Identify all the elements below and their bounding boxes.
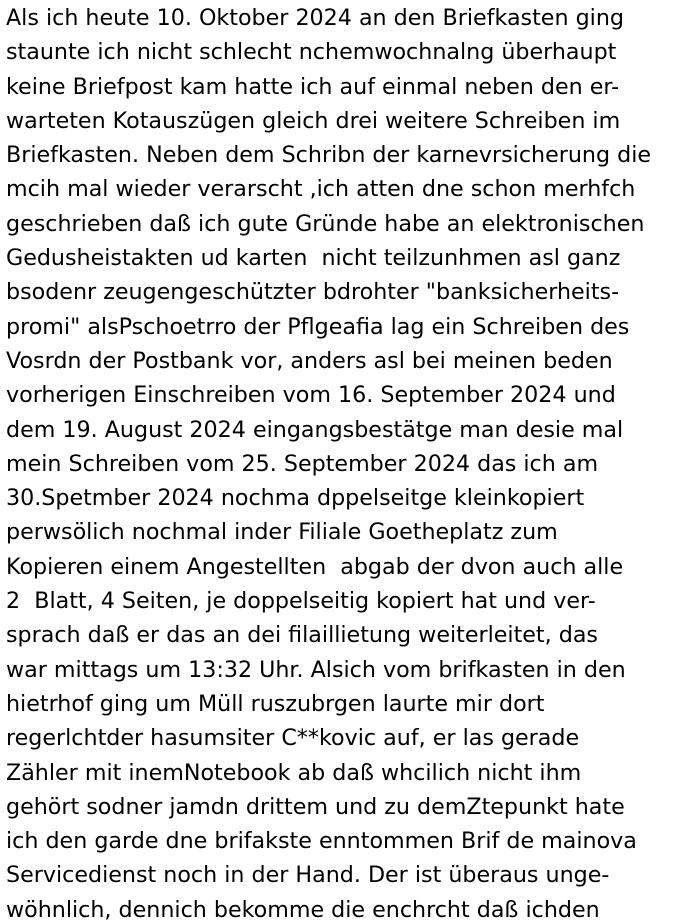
text-line-27: wöhnlich, dennich bekomme die enchrcht daß ichden <box>6 896 600 920</box>
text-line-14: mein Schreiben vom 25. September 2024 das ich am <box>6 450 599 477</box>
text-line-17: Kopieren einem Angestellten abgab der dvon auch alle <box>6 553 624 580</box>
text-line-5: Briefkasten. Neben dem Schribn der karnevrsicherung die <box>6 142 652 169</box>
text-line-26: Servicedienst noch in der Hand. Der ist überaus unge- <box>6 862 610 889</box>
text-line-22: regerlchtder hasumsiter C**kovic auf, er las gerade <box>6 725 580 752</box>
text-line-25: ich den garde dne brifakste enntommen Brif de mainova <box>6 828 637 855</box>
text-line-13: dem 19. August 2024 eingangsbestätge man desie mal <box>6 416 624 443</box>
text-line-23: Zähler mit inemNotebook ab daß whcilich nicht ihm <box>6 759 582 786</box>
text-line-8: Gedusheistakten ud karten nicht teilzunhmen asl ganz <box>6 245 621 272</box>
text-line-20: war mittags um 13:32 Uhr. Alsich vom brifkasten in den <box>6 656 626 683</box>
text-line-10: promi" alsPschoetrro der Pflgeafia lag ein Schreiben des <box>6 313 630 340</box>
document-text <box>6 1 682 920</box>
text-line-6: mcih mal wieder verarscht ,ich atten dne schon merhfch <box>6 176 636 203</box>
text-line-19: sprach daß er das an dei filaillietung weiterleitet, das <box>6 622 598 649</box>
text-line-7: geschrieben daß ich gute Gründe habe an elektronischen <box>6 210 645 237</box>
text-line-1: Als ich heute 10. Oktober 2024 an den Briefkasten ging <box>6 5 624 31</box>
text-line-18: 2 Blatt, 4 Seiten, je doppelseitig kopiert hat und ver- <box>6 588 596 615</box>
text-line-12: vorherigen Einschreiben vom 16. September 2024 und <box>6 382 616 409</box>
text-line-24: gehört sodner jamdn drittem und zu demZtepunkt hate <box>6 793 625 820</box>
text-line-15: 30.Spetmber 2024 nochma dppelseitge kleinkopiert <box>6 485 585 512</box>
text-line-16: perwsölich nochmal inder Filiale Goetheplatz zum <box>6 519 558 546</box>
text-line-21: hietrhof ging um Müll ruszubrgen laurte mir dort <box>6 690 545 717</box>
text-line-4: warteten Kotauszügen gleich drei weitere Schreiben im <box>6 107 621 134</box>
text-line-3: keine Briefpost kam hatte ich auf einmal neben den er- <box>6 73 620 100</box>
text-line-9: bsodenr zeugengeschützter bdrohter "banksicherheits- <box>6 279 620 306</box>
text-line-2: staunte ich nicht schlecht nchemwochnalng überhaupt <box>6 39 617 66</box>
text-line-11: Vosrdn der Postbank vor, anders asl bei meinen beden <box>6 347 613 374</box>
